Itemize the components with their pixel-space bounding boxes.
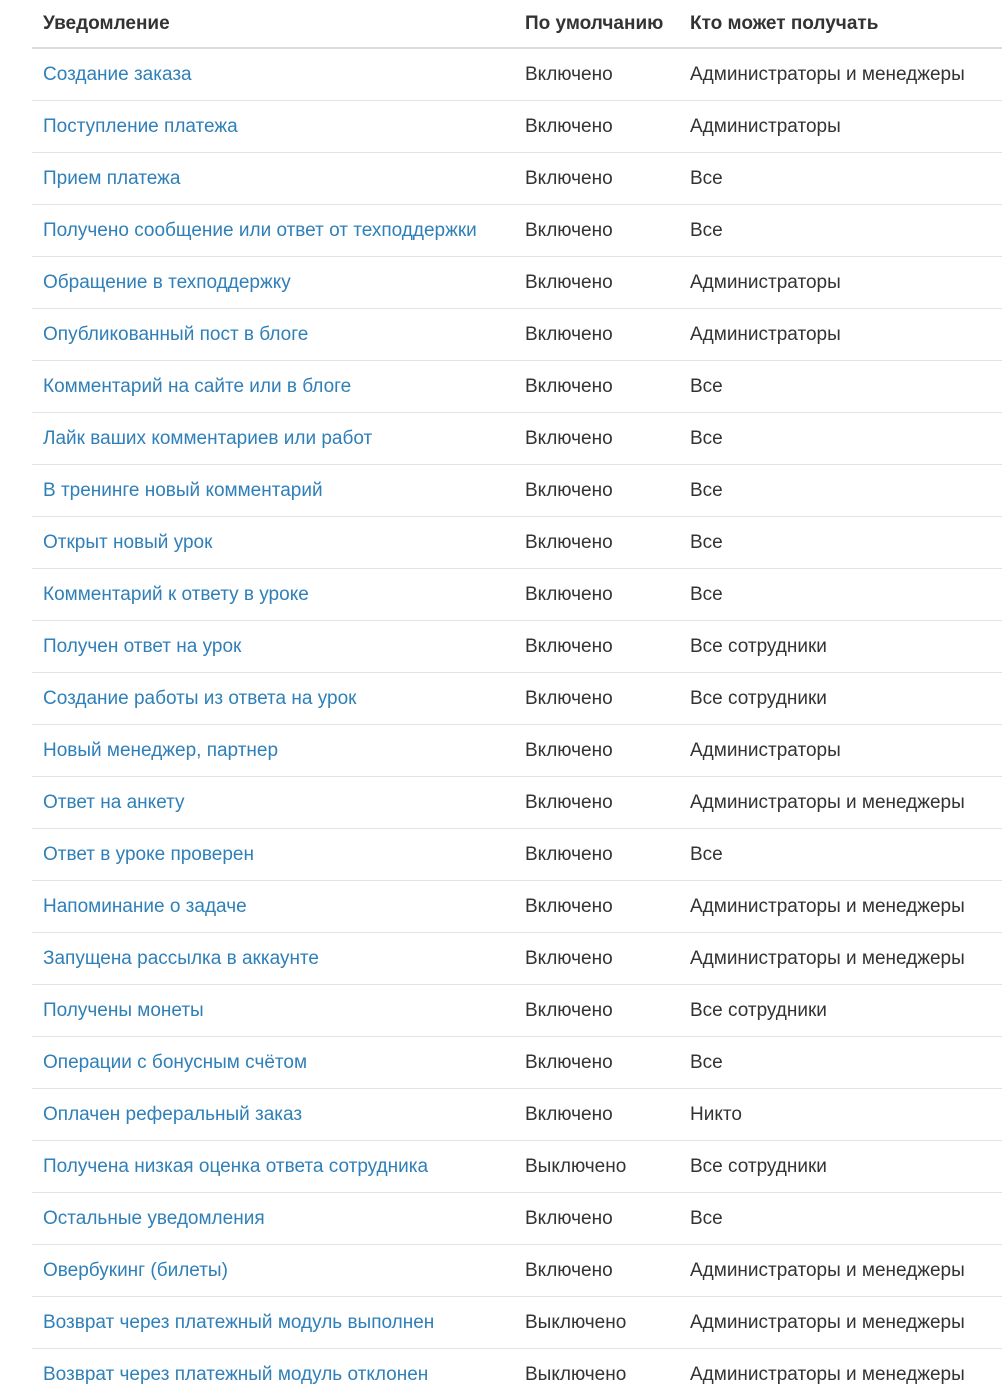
table-row xyxy=(32,933,1002,985)
notification-link[interactable]: Опубликованный пост в блоге xyxy=(43,324,308,345)
table-row xyxy=(32,725,1002,777)
notification-name-cell xyxy=(32,413,514,465)
default-status-cell: Выключено xyxy=(514,1349,679,1400)
notification-link[interactable]: Обращение в техподдержку xyxy=(43,272,291,293)
recipients-cell: Все xyxy=(679,205,1002,257)
default-status-cell: Включено xyxy=(514,309,679,361)
recipients-cell: Администраторы xyxy=(679,101,1002,153)
notification-link[interactable]: Прием платежа xyxy=(43,168,180,189)
notification-link[interactable]: Поступление платежа xyxy=(43,116,238,137)
notification-name-cell xyxy=(32,1089,514,1141)
notification-link[interactable]: Получены монеты xyxy=(43,1000,204,1021)
notification-name-cell xyxy=(32,621,514,673)
default-status-cell: Включено xyxy=(514,465,679,517)
default-status-cell: Включено xyxy=(514,101,679,153)
table-row xyxy=(32,257,1002,309)
table-row xyxy=(32,881,1002,933)
recipients-cell: Все xyxy=(679,361,1002,413)
table-row xyxy=(32,777,1002,829)
recipients-cell: Все xyxy=(679,153,1002,205)
default-status-cell: Включено xyxy=(514,517,679,569)
notification-link[interactable]: Остальные уведомления xyxy=(43,1208,265,1229)
table-row xyxy=(32,101,1002,153)
notification-link[interactable]: В тренинге новый комментарий xyxy=(43,480,323,501)
recipients-cell: Администраторы и менеджеры xyxy=(679,777,1002,829)
notification-link[interactable]: Операции с бонусным счётом xyxy=(43,1052,307,1073)
default-status-cell: Включено xyxy=(514,1193,679,1245)
table-row xyxy=(32,829,1002,881)
table-row xyxy=(32,361,1002,413)
recipients-cell: Все сотрудники xyxy=(679,985,1002,1037)
recipients-cell: Администраторы xyxy=(679,725,1002,777)
default-status-cell: Включено xyxy=(514,1089,679,1141)
default-status-cell: Включено xyxy=(514,48,679,101)
recipients-cell: Администраторы xyxy=(679,257,1002,309)
recipients-cell: Все xyxy=(679,413,1002,465)
recipients-cell: Администраторы и менеджеры xyxy=(679,1349,1002,1400)
notification-link[interactable]: Комментарий на сайте или в блоге xyxy=(43,376,351,397)
default-status-cell: Включено xyxy=(514,829,679,881)
table-row xyxy=(32,985,1002,1037)
table-row xyxy=(32,1193,1002,1245)
default-status-cell: Включено xyxy=(514,1245,679,1297)
table-row xyxy=(32,309,1002,361)
notification-name-cell xyxy=(32,465,514,517)
notification-link[interactable]: Возврат через платежный модуль выполнен xyxy=(43,1312,434,1333)
table-row xyxy=(32,1037,1002,1089)
table-row xyxy=(32,1349,1002,1400)
notification-link[interactable]: Получен ответ на урок xyxy=(43,636,241,657)
header-row xyxy=(32,0,1002,48)
default-status-cell: Включено xyxy=(514,777,679,829)
default-status-cell: Включено xyxy=(514,933,679,985)
notification-link[interactable]: Комментарий к ответу в уроке xyxy=(43,584,309,605)
notification-link[interactable]: Ответ в уроке проверен xyxy=(43,844,254,865)
recipients-cell: Никто xyxy=(679,1089,1002,1141)
notification-link[interactable]: Оплачен реферальный заказ xyxy=(43,1104,302,1125)
default-status-cell: Выключено xyxy=(514,1141,679,1193)
notification-link[interactable]: Лайк ваших комментариев или работ xyxy=(43,428,372,449)
notification-name-cell xyxy=(32,673,514,725)
recipients-cell: Все xyxy=(679,1037,1002,1089)
column-header-recipients: Кто может получать xyxy=(679,0,1002,48)
notification-name-cell xyxy=(32,101,514,153)
notification-link[interactable]: Новый менеджер, партнер xyxy=(43,740,278,761)
notification-name-cell xyxy=(32,569,514,621)
notification-name-cell xyxy=(32,1297,514,1349)
notification-link[interactable]: Запущена рассылка в аккаунте xyxy=(43,948,319,969)
notification-name-cell xyxy=(32,205,514,257)
default-status-cell: Включено xyxy=(514,361,679,413)
recipients-cell: Администраторы и менеджеры xyxy=(679,1245,1002,1297)
default-status-cell: Включено xyxy=(514,1037,679,1089)
notification-link[interactable]: Ответ на анкету xyxy=(43,792,185,813)
notification-name-cell xyxy=(32,153,514,205)
notification-name-cell xyxy=(32,1245,514,1297)
notifications-table-container xyxy=(32,0,1002,1400)
table-row xyxy=(32,1141,1002,1193)
notification-link[interactable]: Возврат через платежный модуль отклонен xyxy=(43,1364,428,1385)
notification-name-cell xyxy=(32,1349,514,1400)
notification-link[interactable]: Создание работы из ответа на урок xyxy=(43,688,356,709)
recipients-cell: Все xyxy=(679,829,1002,881)
notification-name-cell xyxy=(32,777,514,829)
default-status-cell: Включено xyxy=(514,725,679,777)
table-row xyxy=(32,569,1002,621)
recipients-cell: Все xyxy=(679,517,1002,569)
table-row xyxy=(32,413,1002,465)
notification-name-cell xyxy=(32,985,514,1037)
table-row xyxy=(32,1245,1002,1297)
recipients-cell: Все xyxy=(679,1193,1002,1245)
default-status-cell: Выключено xyxy=(514,1297,679,1349)
notification-name-cell xyxy=(32,309,514,361)
default-status-cell: Включено xyxy=(514,569,679,621)
column-header-notification: Уведомление xyxy=(32,0,514,48)
notifications-table xyxy=(32,0,1002,1400)
notification-name-cell xyxy=(32,829,514,881)
recipients-cell: Администраторы и менеджеры xyxy=(679,933,1002,985)
notification-link[interactable]: Открыт новый урок xyxy=(43,532,212,553)
recipients-cell: Все xyxy=(679,465,1002,517)
default-status-cell: Включено xyxy=(514,985,679,1037)
table-header xyxy=(32,0,1002,48)
table-row xyxy=(32,1297,1002,1349)
recipients-cell: Все сотрудники xyxy=(679,673,1002,725)
default-status-cell: Включено xyxy=(514,257,679,309)
recipients-cell: Все сотрудники xyxy=(679,621,1002,673)
notification-link[interactable]: Овербукинг (билеты) xyxy=(43,1260,228,1281)
notification-name-cell xyxy=(32,881,514,933)
notification-name-cell xyxy=(32,1193,514,1245)
table-row xyxy=(32,465,1002,517)
notification-link[interactable]: Создание заказа xyxy=(43,64,192,85)
notification-name-cell xyxy=(32,517,514,569)
notification-name-cell xyxy=(32,361,514,413)
table-row xyxy=(32,621,1002,673)
column-header-default: По умолчанию xyxy=(514,0,679,48)
notification-name-cell xyxy=(32,1037,514,1089)
default-status-cell: Включено xyxy=(514,413,679,465)
default-status-cell: Включено xyxy=(514,881,679,933)
recipients-cell: Все сотрудники xyxy=(679,1141,1002,1193)
table-row xyxy=(32,153,1002,205)
default-status-cell: Включено xyxy=(514,205,679,257)
table-body xyxy=(32,48,1002,1400)
notification-name-cell xyxy=(32,257,514,309)
table-row xyxy=(32,673,1002,725)
recipients-cell: Администраторы xyxy=(679,309,1002,361)
table-row xyxy=(32,205,1002,257)
notification-link[interactable]: Получена низкая оценка ответа сотрудника xyxy=(43,1156,428,1177)
notification-name-cell xyxy=(32,48,514,101)
notification-link[interactable]: Получено сообщение или ответ от техподдержки xyxy=(43,220,477,241)
recipients-cell: Администраторы и менеджеры xyxy=(679,881,1002,933)
recipients-cell: Администраторы и менеджеры xyxy=(679,1297,1002,1349)
notification-name-cell xyxy=(32,933,514,985)
notification-name-cell xyxy=(32,725,514,777)
recipients-cell: Администраторы и менеджеры xyxy=(679,48,1002,101)
default-status-cell: Включено xyxy=(514,621,679,673)
table-row xyxy=(32,517,1002,569)
notification-link[interactable]: Напоминание о задаче xyxy=(43,896,247,917)
recipients-cell: Все xyxy=(679,569,1002,621)
table-row xyxy=(32,1089,1002,1141)
table-row xyxy=(32,48,1002,101)
default-status-cell: Включено xyxy=(514,673,679,725)
notification-name-cell xyxy=(32,1141,514,1193)
default-status-cell: Включено xyxy=(514,153,679,205)
